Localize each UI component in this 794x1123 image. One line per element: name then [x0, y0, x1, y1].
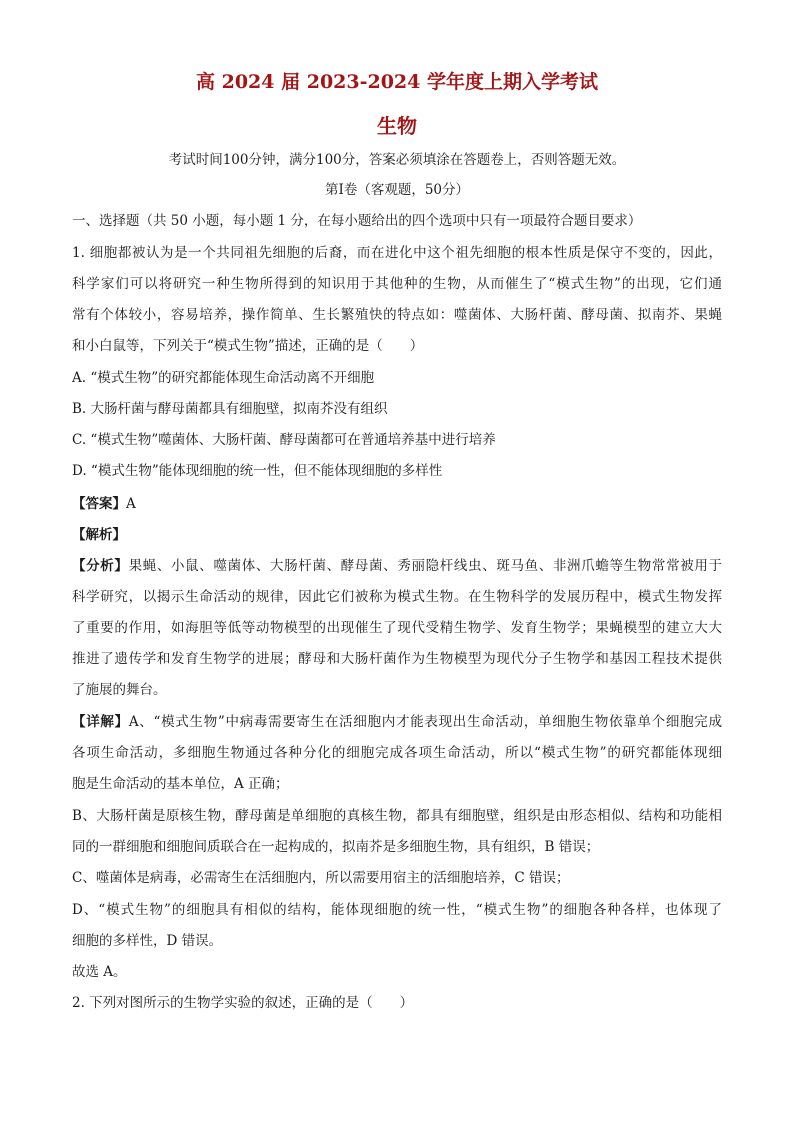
q2-stem: 2. 下列对图所示的生物学实验的叙述，正确的是（ ）: [72, 995, 414, 1011]
q1-xiangjie-line: 各项生命活动，多细胞生物通过各种分化的细胞完成各项生命活动，所以“模式生物”的研究都能体现细: [72, 745, 722, 761]
q1-option-a: A. “模式生物”的研究都能体现生命活动离不开细胞: [72, 370, 375, 386]
answer-tag: 【答案】: [72, 496, 126, 512]
answer-value: A: [126, 496, 136, 512]
q1-stem-line: 常有个体较小，容易培养，操作简单、生长繁殖快的特点如：噬菌体、大肠杆菌、酵母菌、拟南芥、果蝇: [72, 307, 722, 323]
q1-fenxi-line: 了施展的舞台。: [72, 682, 167, 698]
exam-title: 高 2024 届 2023-2024 学年度上期入学考试: [196, 71, 598, 93]
part-heading: 一、选择题（共 50 小题，每小题 1 分，在每小题给出的四个选项中只有一项最符合题目要求）: [72, 213, 642, 229]
section-title: 第Ⅰ卷（客观题，50分）: [324, 182, 469, 198]
q1-stem-line: 1. 细胞都被认为是一个共同祖先细胞的后裔，而在进化中这个祖先细胞的根本性质是保守不变的，因此，: [72, 245, 722, 261]
q1-answer: [72, 494, 722, 514]
q1-fenxi-line: 科学研究，以揭示生命活动的规律，因此它们被称为模式生物。在生物科学的发展历程中，模式生物发挥: [72, 589, 722, 605]
q1-xiangjie-line: 胞是生命活动的基本单位，A 正确；: [72, 776, 289, 792]
q1-fenxi-line: [72, 556, 722, 576]
q1-xiangjie-line: 故选 A。: [72, 964, 127, 980]
q1-xiangjie-line: [72, 712, 722, 732]
q1-xiangjie-line: D、“模式生物”的细胞具有相似的结构，能体现细胞的统一性，“模式生物”的细胞各种各样，也体现了: [72, 902, 722, 918]
exam-instructions: 考试时间100分钟，满分100分，答案必须填涂在答题卷上，否则答题无效。: [168, 152, 626, 168]
fenxi-tag: 【分析】: [72, 558, 129, 574]
q1-option-d: D. “模式生物”能体现细胞的统一性，但不能体现细胞的多样性: [72, 463, 443, 479]
subject-title: 生物: [377, 114, 417, 138]
analysis-tag: 【解析】: [72, 527, 126, 543]
q1-analysis-heading: [72, 525, 722, 545]
q1-fenxi-line: 了重要的作用，如海胆等低等动物模型的出现催生了现代受精生物学、发育生物学；果蝇模型的建立大大: [72, 620, 722, 636]
q1-xiangjie-line: 细胞的多样性，D 错误。: [72, 933, 223, 949]
q1-xiangjie-line: C、噬菌体是病毒，必需寄生在活细胞内，所以需要用宿主的活细胞培养，C 错误；: [72, 870, 570, 886]
q1-stem-line: 和小白鼠等，下列关于“模式生物”描述，正确的是（ ）: [72, 338, 424, 354]
fenxi-text: 果蝇、小鼠、噬菌体、大肠杆菌、酵母菌、秀丽隐杆线虫、斑马鱼、非洲爪蟾等生物常常被用于: [128, 558, 722, 574]
q1-option-b: B. 大肠杆菌与酵母菌都具有细胞壁，拟南芥没有组织: [72, 401, 388, 417]
xiangjie-tag: 【详解】: [72, 714, 129, 730]
q1-xiangjie-line: B、大肠杆菌是原核生物，酵母菌是单细胞的真核生物，都具有细胞壁，组织是由形态相似、结构和功能相: [72, 808, 722, 824]
q1-fenxi-line: 推进了遗传学和发育生物学的进展；酵母和大肠杆菌作为生物模型为现代分子生物学和基因工程技术提供: [72, 651, 722, 667]
q1-xiangjie-line: 同的一群细胞和细胞间质联合在一起构成的，拟南芥是多细胞生物，具有组织，B 错误；: [72, 839, 600, 855]
q1-stem-line: 科学家们可以将研究一种生物所得到的知识用于其他种的生物，从而催生了“模式生物”的出现，它们通: [72, 276, 722, 292]
xiangjie-text: A、“模式生物”中病毒需要寄生在活细胞内才能表现出生命活动，单细胞生物依靠单个细胞完成: [128, 714, 722, 730]
q1-option-c: C. “模式生物”噬菌体、大肠杆菌、酵母菌都可在普通培养基中进行培养: [72, 432, 496, 448]
